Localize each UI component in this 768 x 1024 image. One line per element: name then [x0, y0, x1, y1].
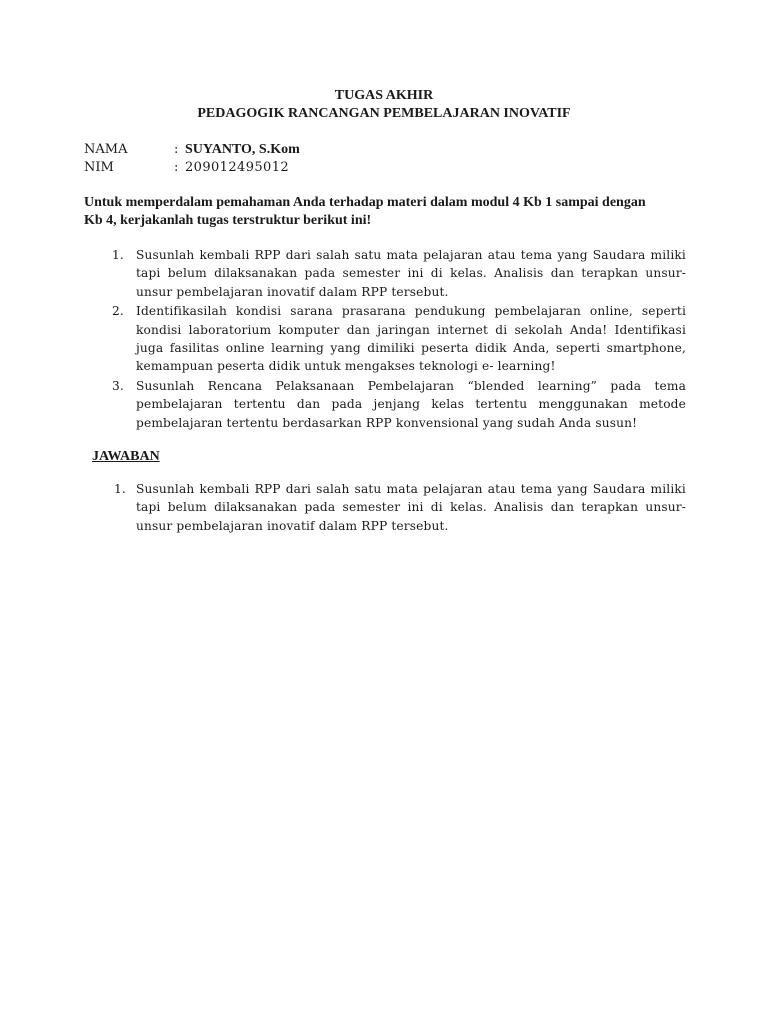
task-text: Identifikasilah kondisi sarana prasarana pendukung pembelajaran online, seperti kondisi laboratorium komputer dan jaringan internet di sekolah Anda! Identifikasi juga fasilitas online learning yang dimiliki peserta didik Anda, seperti smartphone, kemampuan peserta didik untuk mengakses teknologi e- learning! [136, 304, 686, 374]
document-subtitle: PEDAGOGIK RANCANGAN PEMBELAJARAN INOVATIF [197, 106, 571, 121]
task-number: 3. [112, 378, 124, 393]
task-list [84, 246, 686, 433]
name-label: NAMA [84, 142, 128, 157]
answer-heading: JAWABAN [92, 449, 160, 464]
document-title: TUGAS AKHIR [334, 88, 434, 103]
nim-label: NIM [84, 160, 114, 175]
answer-text: Susunlah kembali RPP dari salah satu mata pelajaran atau tema yang Saudara miliki tapi belum dilaksanakan pada semester ini di kelas. Analisis dan terapkan unsur-unsur pembelajaran inovatif dalam RPP tersebut. [136, 482, 686, 533]
nim-value: 209012495012 [185, 160, 290, 175]
task-text: Susunlah kembali RPP dari salah satu mata pelajaran atau tema yang Saudara miliki tapi belum dilaksanakan pada semester ini di kelas. Analisis dan terapkan unsur-unsur pembelajaran inovatif dalam RPP tersebut. [136, 248, 686, 299]
answer-list [84, 480, 686, 535]
name-value: SUYANTO, S.Kom [185, 142, 300, 157]
task-number: 1. [112, 248, 124, 262]
nim-colon: : [174, 160, 179, 175]
task-item-3 [84, 377, 686, 432]
answer-item-1 [84, 480, 686, 535]
task-instructions: Untuk memperdalam pemahaman Anda terhadap materi dalam modul 4 Kb 1 sampai dengan Kb 4, kerjakanlah tugas terstruktur berikut ini! [84, 195, 646, 228]
task-item-2 [84, 302, 686, 376]
task-text: Susunlah Rencana Pelaksanaan Pembelajaran “blended learning” pada tema pembelajaran tertentu dan pada jenjang kelas tertentu menggunakan metode pembelajaran tertentu berdasarkan RPP konvensional yang sudah Anda susun! [136, 378, 686, 430]
name-colon: : [174, 142, 179, 157]
answer-number: 1. [114, 482, 126, 496]
task-item-1 [84, 246, 686, 301]
task-number: 2. [112, 304, 124, 319]
